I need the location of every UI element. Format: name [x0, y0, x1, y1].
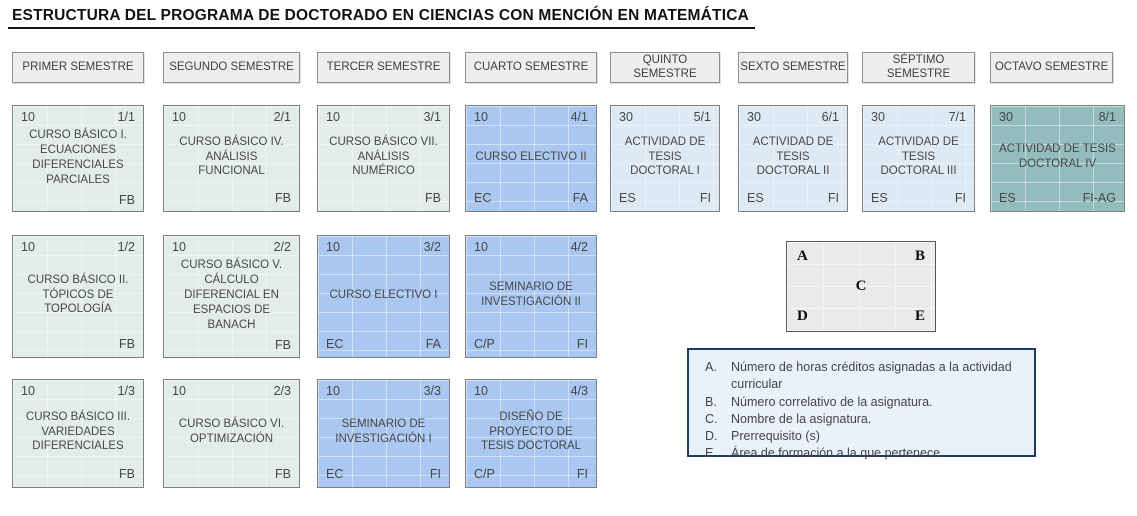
legend-text: Número correlativo de la asignatura.: [731, 394, 933, 409]
course-area: FB: [119, 467, 135, 481]
course-credits: 10: [172, 384, 186, 398]
course-code: 3/1: [423, 110, 441, 124]
course-code: 4/2: [570, 240, 588, 254]
course-credits: 10: [172, 110, 186, 124]
semester-header-label: SÉPTIMO SEMESTRE: [886, 54, 951, 80]
course-code: 2/2: [273, 240, 291, 254]
course-card-3-2: [317, 235, 450, 358]
semester-header-octavo: [990, 52, 1113, 83]
course-area: FI: [954, 191, 966, 205]
semester-header-label: QUINTO SEMESTRE: [633, 54, 697, 80]
course-area: FI: [576, 337, 588, 351]
course-area: FB: [119, 192, 135, 207]
course-code: 3/2: [423, 240, 441, 254]
legend-letter: A.: [705, 360, 717, 374]
course-prereq: EC: [326, 337, 344, 351]
course-prereq: EC: [326, 467, 344, 481]
course-area: FI: [576, 467, 588, 481]
course-credits: 10: [474, 240, 488, 254]
key-letter-c: C: [855, 278, 867, 294]
semester-header-label: SEGUNDO SEMESTRE: [169, 60, 294, 73]
course-area: FI: [429, 467, 441, 481]
course-name: CURSO ELECTIVO I: [329, 288, 438, 301]
legend-text: Prerrequisito (s): [731, 429, 820, 443]
legend-item-d: [705, 428, 1024, 445]
course-code: 1/2: [117, 240, 135, 254]
semester-header-label: CUARTO SEMESTRE: [473, 60, 589, 73]
semester-header-primer: [12, 52, 144, 83]
course-credits: 30: [871, 110, 885, 124]
key-letter-d: D: [797, 308, 808, 324]
semester-header-label: PRIMER SEMESTRE: [22, 60, 134, 73]
legend-item-e: [705, 445, 1024, 462]
course-prereq: C/P: [474, 467, 495, 481]
key-letter-b: B: [914, 248, 925, 264]
semester-header-segundo: [163, 52, 300, 83]
course-card-1-3: [12, 379, 144, 488]
course-area: FA: [572, 191, 588, 205]
course-name: ACTIVIDAD DE TESIS DOCTORAL III: [878, 135, 959, 178]
semester-header-label: TERCER SEMESTRE: [326, 60, 441, 73]
course-name: CURSO BÁSICO I. ECUACIONES DIFERENCIALES PARCIALES: [29, 129, 127, 186]
course-prereq: EC: [474, 191, 492, 205]
course-name: ACTIVIDAD DE TESIS DOCTORAL IV: [999, 143, 1116, 170]
card-key-box: [786, 241, 936, 332]
course-area: FA: [425, 337, 441, 351]
course-code: 4/1: [570, 110, 588, 124]
course-prereq: ES: [999, 191, 1016, 205]
legend-text: Nombre de la asignatura.: [731, 411, 872, 426]
course-code: 5/1: [693, 110, 711, 124]
semester-header-quinto: [610, 52, 720, 83]
course-name: CURSO BÁSICO VII. ANÁLISIS NUMÉRICO: [329, 135, 438, 178]
key-letter-e: E: [914, 308, 925, 324]
course-name: CURSO BÁSICO VI. OPTIMIZACIÓN: [178, 418, 285, 445]
course-card-1-1: [12, 105, 144, 212]
course-credits: 30: [747, 110, 761, 124]
legend-item-b: [705, 394, 1024, 411]
legend-box: [687, 348, 1036, 461]
course-name: CURSO BÁSICO IV. ANÁLISIS FUNCIONAL: [179, 135, 284, 178]
course-name: CURSO BÁSICO III. VARIEDADES DIFERENCIALES: [25, 410, 131, 453]
course-card-6-1: [738, 105, 848, 212]
course-card-1-2: [12, 235, 144, 358]
course-area: FB: [275, 467, 291, 481]
course-card-3-1: [317, 105, 450, 212]
course-credits: 10: [326, 384, 340, 398]
legend-letter: B.: [705, 394, 717, 409]
legend-item-c: [705, 411, 1024, 428]
course-credits: 30: [999, 110, 1013, 124]
course-card-3-3: [317, 379, 450, 488]
course-code: 2/1: [273, 110, 291, 124]
course-card-8-1: [990, 105, 1125, 212]
course-credits: 10: [172, 240, 186, 254]
course-card-7-1: [862, 105, 975, 212]
key-letter-a: A: [797, 248, 808, 264]
course-code: 2/3: [273, 384, 291, 398]
course-name: CURSO BÁSICO II. TÓPICOS DE TOPOLOGÍA: [27, 273, 129, 316]
semester-header-cuarto: [465, 52, 597, 83]
course-code: 1/3: [117, 384, 135, 398]
course-code: 3/3: [423, 384, 441, 398]
course-credits: 30: [619, 110, 633, 124]
course-card-2-1: [163, 105, 300, 212]
course-code: 4/3: [570, 384, 588, 398]
legend-text: Número de horas créditos asignadas a la actividad curricular: [731, 360, 1012, 392]
course-area: FB: [275, 191, 291, 205]
course-card-4-3: [465, 379, 597, 488]
course-card-4-1: [465, 105, 597, 212]
semester-header-label: OCTAVO SEMESTRE: [994, 60, 1109, 73]
course-name: CURSO ELECTIVO II: [475, 150, 587, 163]
course-name: ACTIVIDAD DE TESIS DOCTORAL II: [752, 135, 834, 178]
course-prereq: C/P: [474, 337, 495, 351]
course-credits: 10: [474, 384, 488, 398]
course-code: 8/1: [1098, 110, 1116, 124]
course-area: FI: [699, 191, 711, 205]
semester-header-tercer: [317, 52, 450, 83]
course-prereq: ES: [619, 191, 636, 205]
course-credits: 10: [21, 240, 35, 254]
semester-header-sexto: [738, 52, 848, 83]
course-credits: 10: [474, 110, 488, 124]
legend-text: Área de formación a la que pertenece.: [731, 446, 944, 461]
course-credits: 10: [21, 110, 35, 124]
course-credits: 10: [21, 384, 35, 398]
course-area: FB: [425, 191, 441, 205]
course-area: FI-AG: [1082, 191, 1116, 205]
semester-header-septimo: [862, 52, 975, 83]
course-code: 7/1: [948, 110, 966, 124]
legend-letter: C.: [705, 411, 718, 426]
course-name: SEMINARIO DE INVESTIGACIÓN I: [335, 418, 432, 445]
legend-letter: E.: [705, 446, 717, 461]
course-name: DISEÑO DE PROYECTO DE TESIS DOCTORAL: [480, 410, 582, 453]
course-name: SEMINARIO DE INVESTIGACIÓN II: [481, 281, 581, 308]
course-code: 1/1: [117, 110, 135, 124]
course-area: FI: [827, 191, 839, 205]
course-code: 6/1: [821, 110, 839, 124]
course-card-5-1: [610, 105, 720, 212]
page-title: ESTRUCTURA DEL PROGRAMA DE DOCTORADO EN CIENCIAS CON MENCIÓN EN MATEMÁTICA: [8, 7, 755, 29]
course-prereq: ES: [871, 191, 888, 205]
course-credits: 10: [326, 110, 340, 124]
course-name: ACTIVIDAD DE TESIS DOCTORAL I: [624, 135, 706, 178]
course-card-2-3: [163, 379, 300, 488]
course-area: FB: [275, 337, 291, 352]
course-area: FB: [119, 337, 135, 351]
course-name: CURSO BÁSICO V. CÁLCULO DIFERENCIAL EN ESPACIOS DE BANACH: [180, 259, 283, 331]
course-prereq: ES: [747, 191, 764, 205]
legend-letter: D.: [705, 429, 718, 443]
course-credits: 10: [326, 240, 340, 254]
course-card-4-2: [465, 235, 597, 358]
course-card-2-2: [163, 235, 300, 358]
semester-header-label: SEXTO SEMESTRE: [740, 60, 846, 73]
legend-item-a: [705, 359, 1024, 394]
